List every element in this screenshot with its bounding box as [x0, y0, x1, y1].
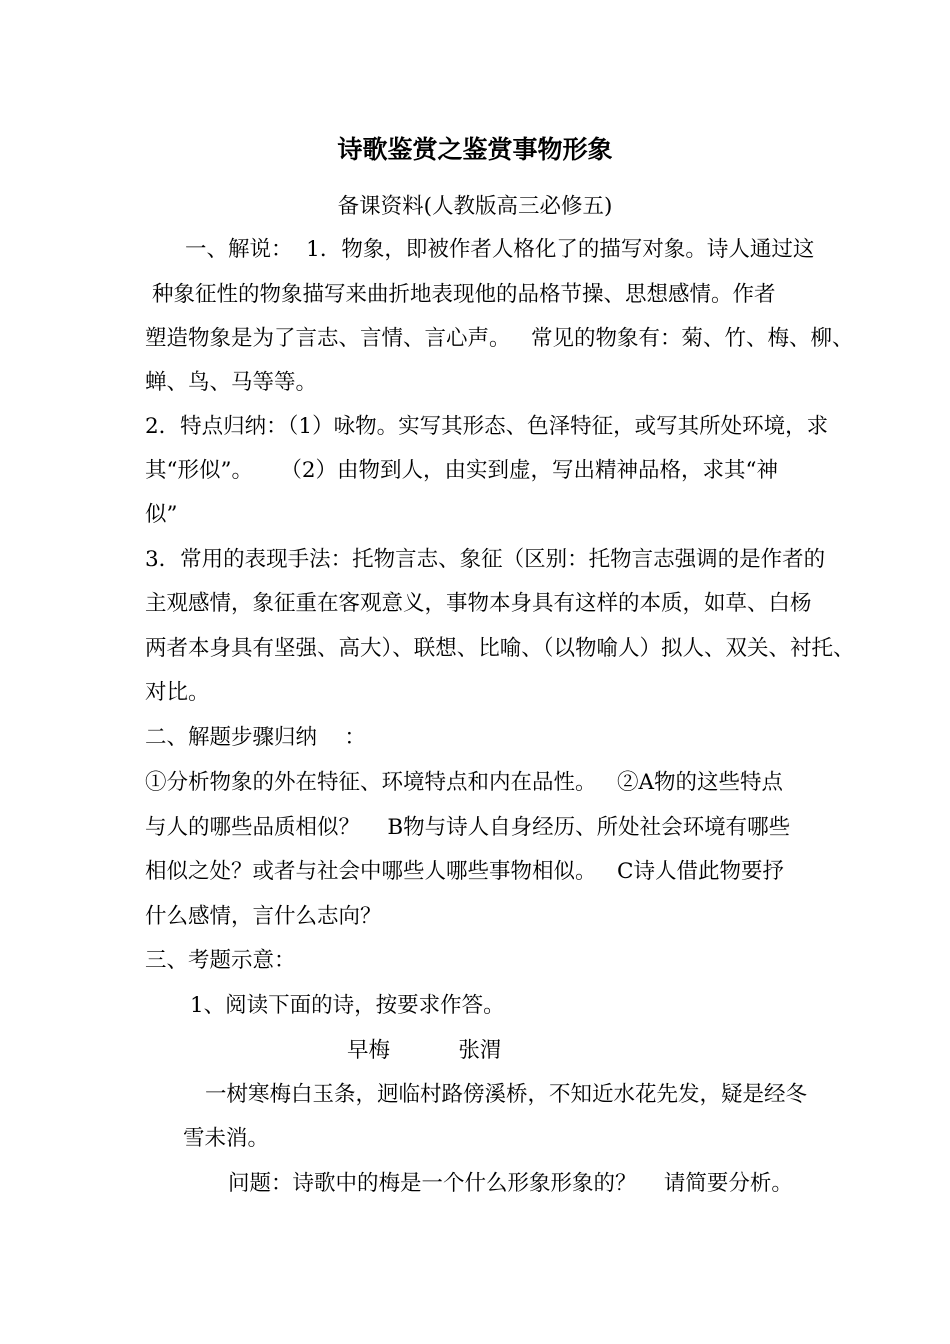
text-line: 蝉、鸟、马等等。 — [145, 370, 318, 395]
text-line: 三、考题示意： — [145, 948, 296, 973]
text-line: 塑造物象是为了言志、言情、言心声。 常见的物象有：菊、竹、梅、柳、 — [145, 326, 854, 351]
text-line: ①分析物象的外在特征、环境特点和内在品性。 ②A物的这些特点 — [145, 770, 784, 795]
text-line: 对比。 — [145, 680, 210, 705]
document-title: 诗歌鉴赏之鉴赏事物形象 — [337, 135, 613, 164]
text-line: 相似之处？或者与社会中哪些人哪些事物相似。 C诗人借此物要抒 — [145, 859, 784, 884]
text-line: 二、解题步骤归纳 ： — [145, 725, 366, 750]
text-line: 与人的哪些品质相似？ B物与诗人自身经历、所处社会环境有哪些 — [145, 815, 791, 840]
text-line: 主观感情，象征重在客观意义，事物本身具有这样的本质，如草、白杨 — [145, 591, 812, 616]
text-line: 种象征性的物象描写来曲折地表现他的品格节操、思想感情。作者 — [152, 282, 776, 307]
text-line: 2．特点归纳：（1）咏物。实写其形态、色泽特征，或写其所处环境，求 — [145, 414, 829, 439]
question-line: 问题：诗歌中的梅是一个什么形象形象的？ 请简要分析。 — [228, 1171, 793, 1196]
text-line: 什么感情，言什么志向？ — [145, 904, 382, 929]
text-line: 其“形似”。 （2）由物到人，由实到虚，写出精神品格，求其“神 — [145, 458, 778, 483]
text-line: 3．常用的表现手法：托物言志、象征（区别：托物言志强调的是作者的 — [145, 547, 826, 572]
document-subtitle: 备课资料(人教版高三必修五) — [337, 194, 613, 219]
text-line: 似” — [145, 502, 178, 527]
text-line: 1、阅读下面的诗，按要求作答。 — [190, 993, 505, 1018]
text-line: 一、解说： 1．物象，即被作者人格化了的描写对象。诗人通过这 — [185, 237, 815, 262]
poem-heading: 早梅 张渭 — [347, 1038, 502, 1063]
text-line: 两者本身具有坚强、高大）、联想、比喻、（以物喻人）拟人、双关、衬托、 — [145, 636, 855, 661]
poem-line: 一树寒梅白玉条，迥临村路傍溪桥，不知近水花先发，疑是经冬 — [205, 1082, 808, 1107]
poem-line: 雪未消。 — [183, 1126, 270, 1151]
